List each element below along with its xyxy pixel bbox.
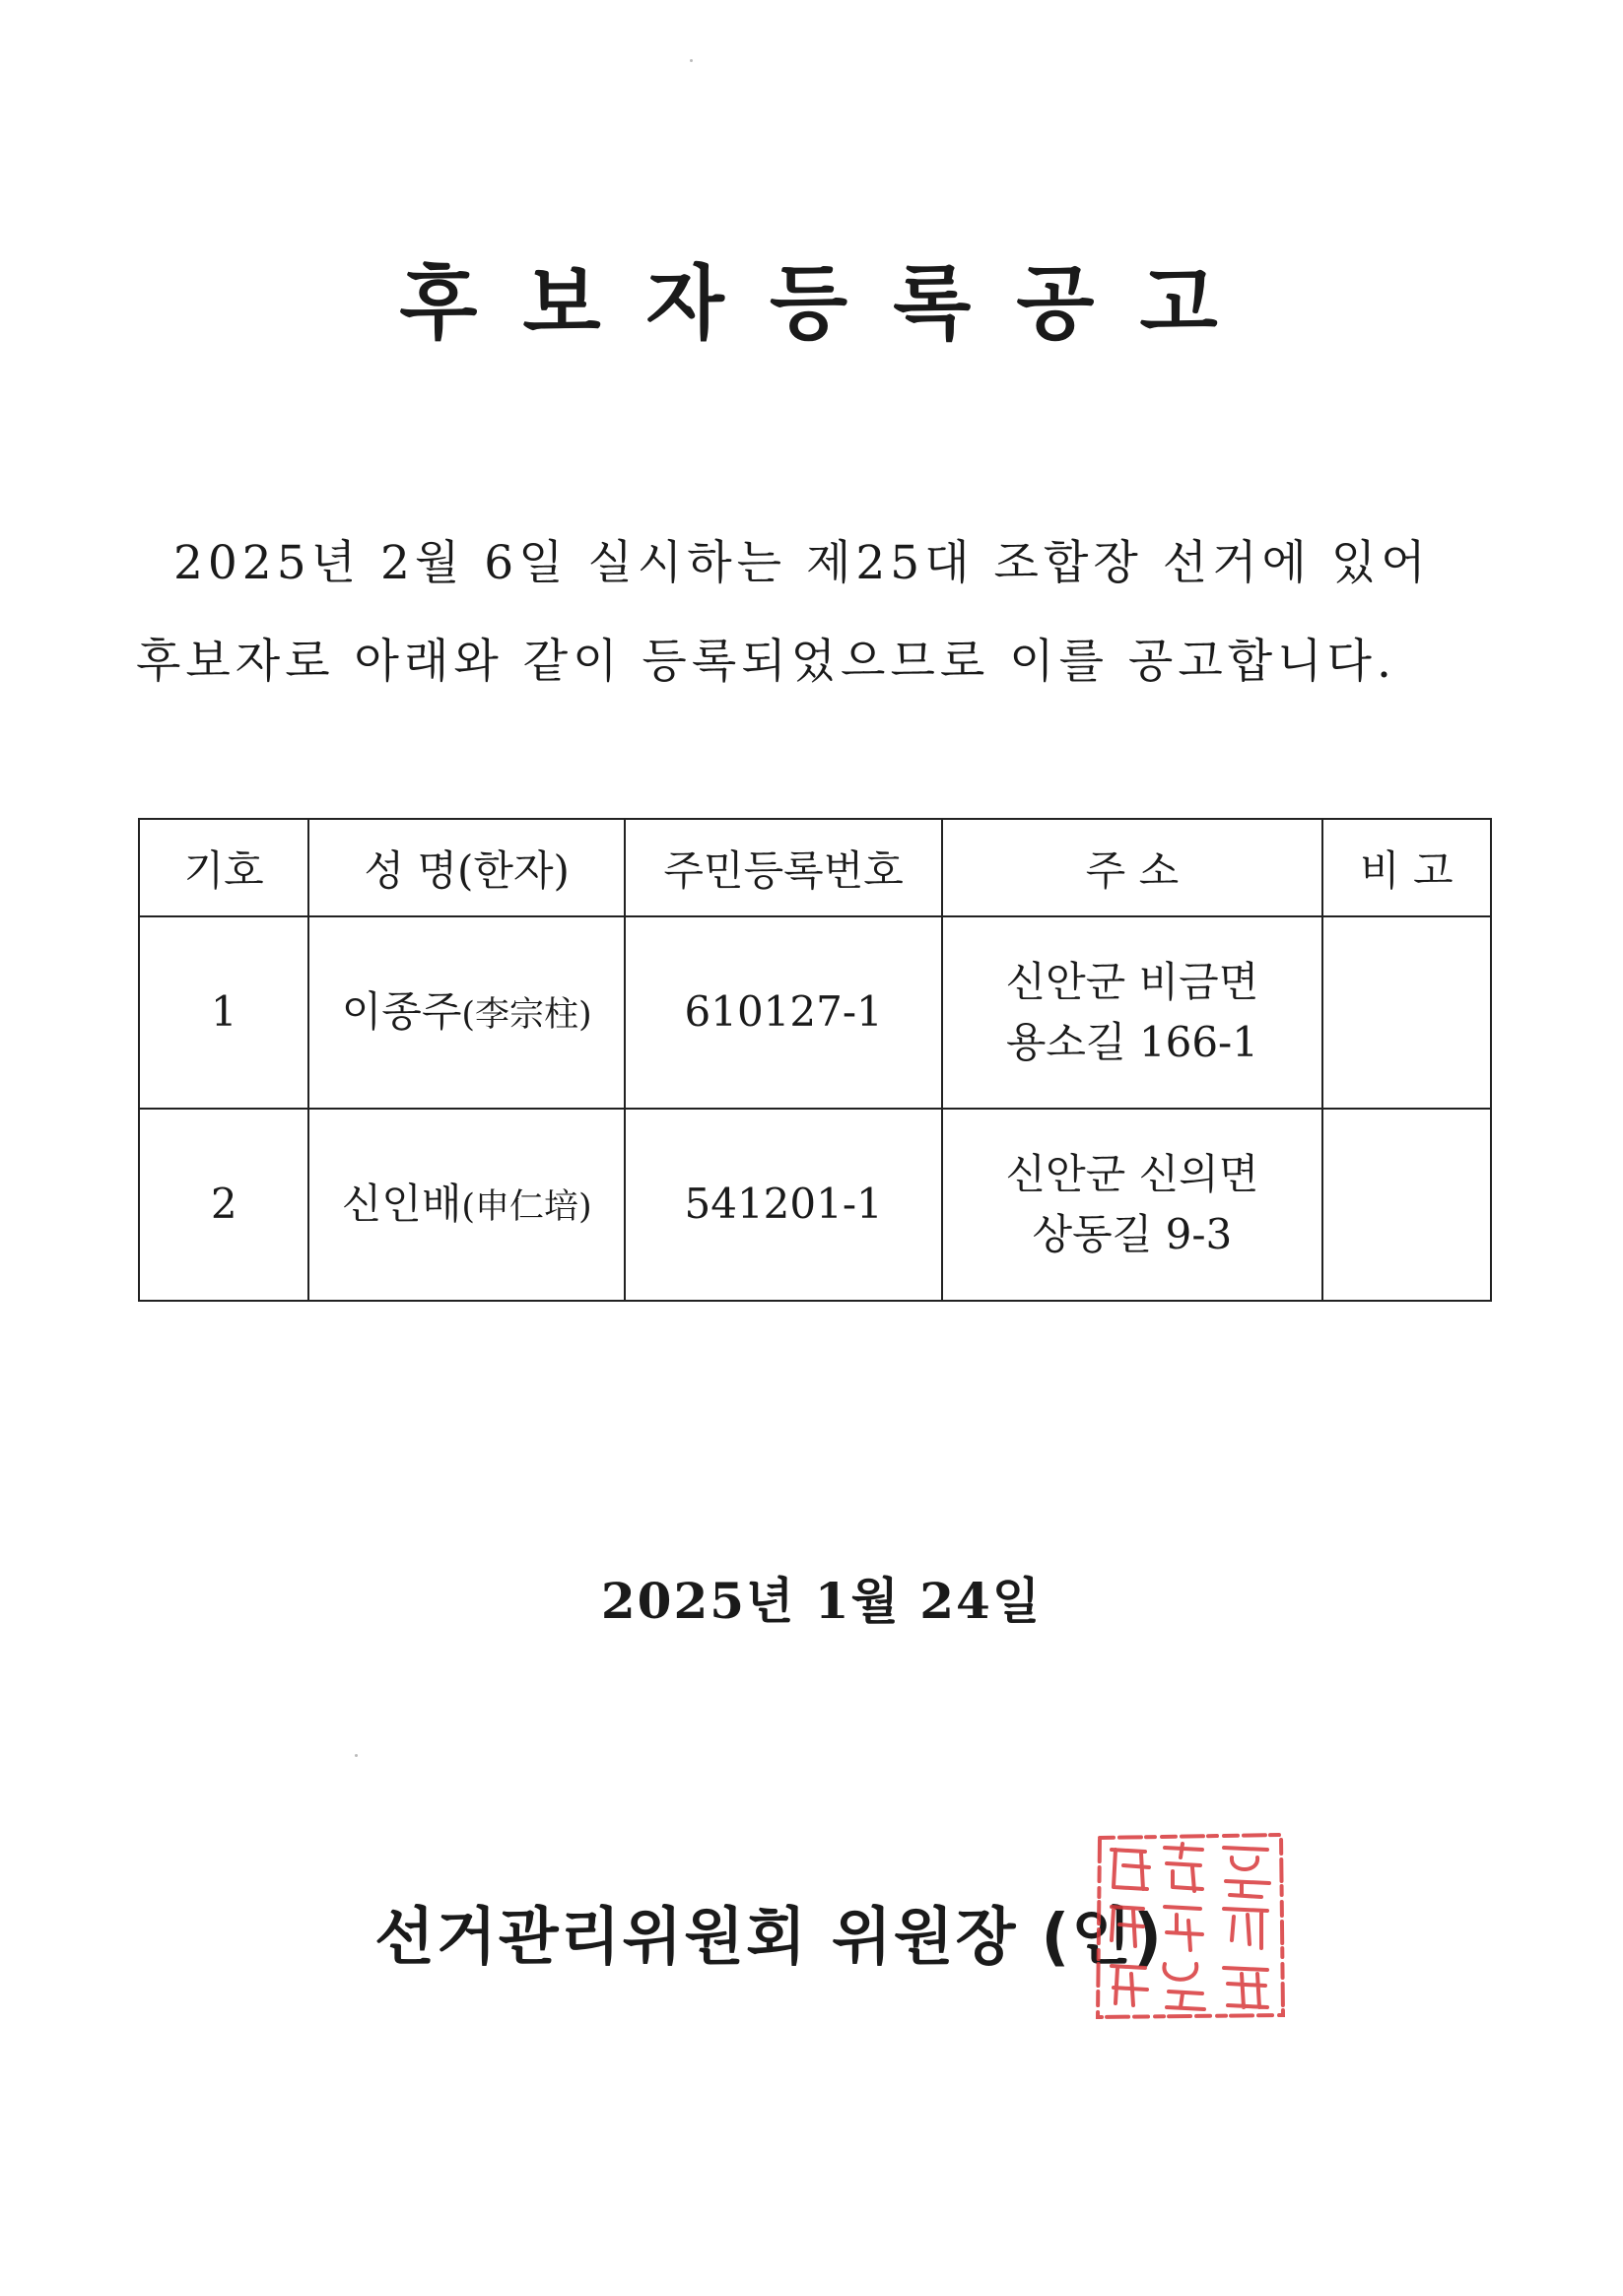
official-seal-stamp xyxy=(1094,1830,1287,2021)
header-id: 주민등록번호 xyxy=(625,819,942,916)
page-title: 후보자등록공고 xyxy=(399,257,1263,351)
candidate-hanja: (申仁培) xyxy=(461,1187,592,1228)
table-header-row xyxy=(139,819,1491,916)
cell-name xyxy=(308,1109,625,1301)
intro-line-1: 2025년 2월 6일 실시하는 제25대 조합장 선거에 있어 xyxy=(173,536,1431,590)
cell-address xyxy=(942,916,1321,1109)
notice-date: 2025년 1월 24일 xyxy=(600,1572,1043,1630)
cell-id: 610127-1 xyxy=(625,916,942,1109)
cell-note xyxy=(1322,916,1491,1109)
candidate-name: 이종주 xyxy=(341,987,462,1037)
header-no: 기호 xyxy=(139,819,308,916)
cell-address xyxy=(942,1109,1321,1301)
signature-text: 선거관리위원회 위원장 xyxy=(374,1901,1018,1973)
scan-speck xyxy=(690,59,693,62)
address-line-1: 신안군 신의면 xyxy=(1005,1149,1259,1198)
header-address: 주 소 xyxy=(942,819,1321,916)
header-note: 비 고 xyxy=(1322,819,1491,916)
address-line-2: 용소길 166-1 xyxy=(1005,1017,1258,1066)
seal-mark-text: (인) xyxy=(1041,1901,1164,1973)
cell-no: 1 xyxy=(139,916,308,1109)
cell-name xyxy=(308,916,625,1109)
table-row xyxy=(139,1109,1491,1301)
intro-line-2: 후보자로 아래와 같이 등록되었으므로 이를 공고합니다. xyxy=(136,635,1396,689)
cell-no: 2 xyxy=(139,1109,308,1301)
candidate-name: 신인배 xyxy=(341,1180,462,1229)
candidate-table xyxy=(138,818,1492,1302)
address-line-1: 신안군 비금면 xyxy=(1005,957,1259,1006)
cell-note xyxy=(1322,1109,1491,1301)
cell-id: 541201-1 xyxy=(625,1109,942,1301)
scan-speck xyxy=(355,1754,358,1757)
header-name: 성 명(한자) xyxy=(308,819,625,916)
signature-line xyxy=(374,1887,1164,1977)
address-line-2: 상동길 9-3 xyxy=(1032,1209,1233,1258)
candidate-hanja: (李宗柱) xyxy=(461,995,592,1036)
table-row xyxy=(139,916,1491,1109)
